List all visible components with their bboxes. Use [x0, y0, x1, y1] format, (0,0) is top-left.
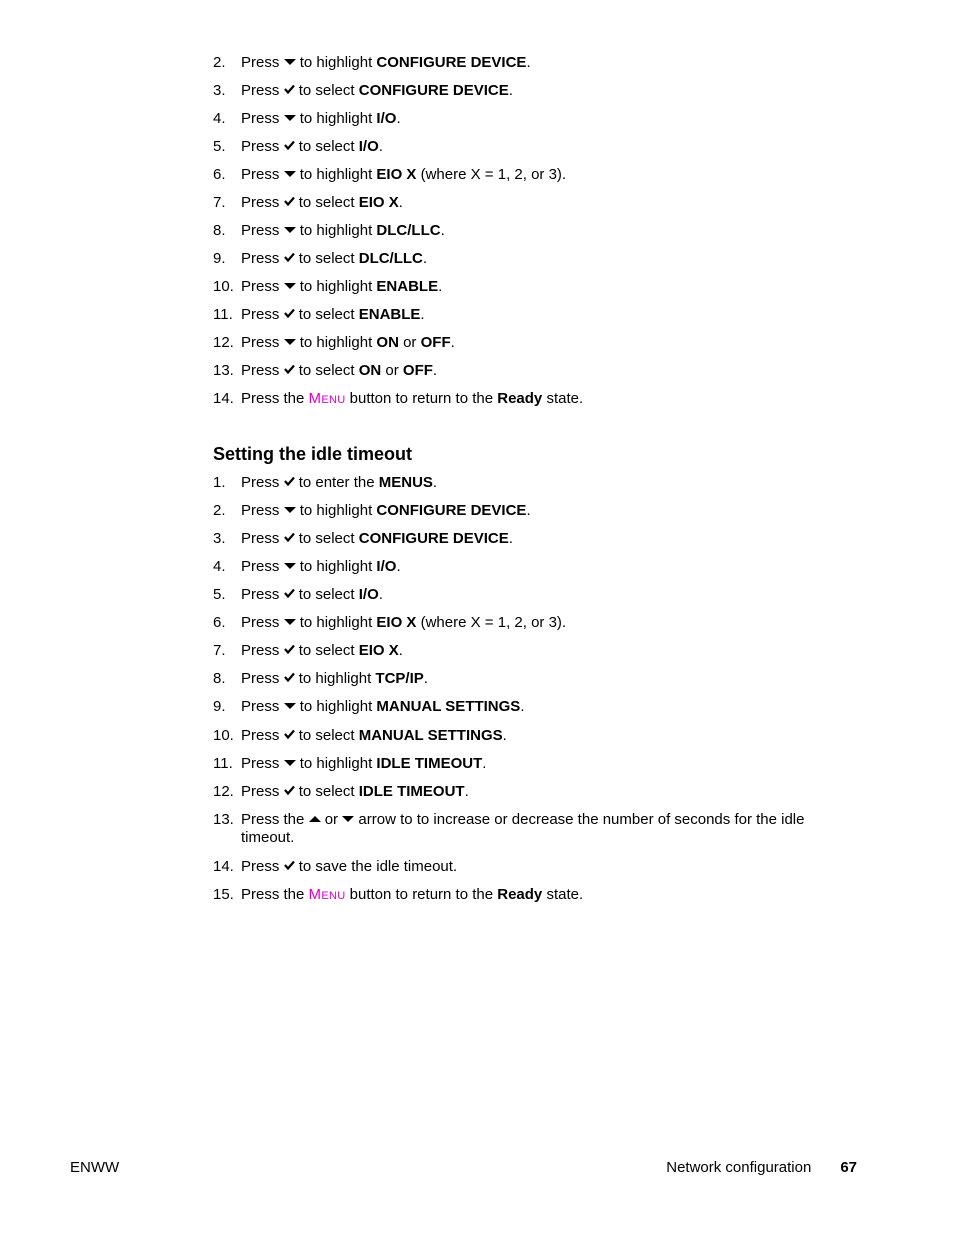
list-item [213, 474, 833, 502]
step-verb: Press [241, 558, 280, 575]
menu-term: MANUAL SETTINGS [376, 698, 521, 715]
down-arrow-icon [284, 697, 296, 715]
step-action: to select [298, 362, 355, 379]
footer-right [666, 1159, 857, 1177]
step-number: 14. [213, 390, 234, 407]
list-item [213, 334, 833, 362]
step-text [241, 502, 833, 520]
down-arrow-icon [342, 810, 354, 828]
step-tail: arrow to to increase or decrease the number of seconds for the idle timeout. [241, 811, 805, 847]
step-action: to select [298, 82, 355, 99]
down-arrow-icon [284, 333, 296, 351]
step-verb: Press [241, 858, 280, 875]
menu-button-label: Menu [308, 390, 346, 407]
menu-term: IDLE TIMEOUT [376, 755, 483, 772]
step-number: 3. [213, 530, 226, 547]
step-action: to highlight [299, 278, 373, 295]
step-verb: Press the [241, 886, 305, 903]
step-text [241, 194, 833, 212]
step-number: 4. [213, 110, 226, 127]
punctuation: . [450, 334, 455, 351]
menu-term: MANUAL SETTINGS [358, 727, 503, 744]
menu-term: EIO X [358, 194, 399, 211]
step-text [241, 530, 833, 548]
step-text [241, 642, 833, 660]
down-arrow-icon [284, 53, 296, 71]
down-arrow-icon [284, 557, 296, 575]
step-verb: Press the [241, 390, 305, 407]
punctuation: . [508, 530, 513, 547]
down-arrow-icon [284, 109, 296, 127]
step-text [241, 334, 833, 352]
step-verb: Press [241, 362, 280, 379]
list-item [213, 82, 833, 110]
step-number: 7. [213, 642, 226, 659]
step-verb: Press [241, 334, 280, 351]
conjunction: or [324, 811, 339, 828]
menu-term: TCP/IP [375, 670, 424, 687]
step-number: 9. [213, 250, 226, 267]
step-action: to highlight [299, 166, 373, 183]
conjunction: or [403, 334, 417, 351]
list-item [213, 811, 833, 858]
punctuation: . [502, 727, 507, 744]
punctuation: . [396, 110, 401, 127]
step-text [241, 166, 833, 184]
step-verb: Press [241, 755, 280, 772]
menu-term: CONFIGURE DEVICE [376, 54, 527, 71]
step-number: 12. [213, 334, 234, 351]
step-verb: Press [241, 306, 280, 323]
list-item [213, 278, 833, 306]
list-item [213, 558, 833, 586]
step-number: 12. [213, 783, 234, 800]
step-verb: Press [241, 670, 280, 687]
step-number: 1. [213, 474, 226, 491]
step-action: to highlight [299, 110, 373, 127]
step-text [241, 727, 833, 745]
step-text [241, 362, 833, 380]
step-number: 5. [213, 586, 226, 603]
step-action: to highlight [299, 614, 373, 631]
list-item [213, 727, 833, 755]
punctuation: . [482, 755, 487, 772]
step-verb: Press [241, 586, 280, 603]
down-arrow-icon [284, 501, 296, 519]
down-arrow-icon [284, 613, 296, 631]
checkmark-icon [284, 641, 295, 659]
state-term: Ready [497, 390, 543, 407]
step-text [241, 222, 833, 240]
menu-term: I/O [376, 558, 397, 575]
punctuation: . [508, 82, 513, 99]
menu-term: DLC/LLC [358, 250, 423, 267]
step-verb: Press [241, 54, 280, 71]
step-action: to select [298, 138, 355, 155]
list-item [213, 222, 833, 250]
step-verb: Press [241, 642, 280, 659]
menu-term: CONFIGURE DEVICE [376, 502, 527, 519]
punctuation: . [432, 362, 438, 379]
step-number: 11. [213, 755, 233, 772]
step-verb: Press [241, 502, 280, 519]
checkmark-icon [284, 669, 295, 687]
step-action: to highlight [299, 222, 373, 239]
step-number: 8. [213, 222, 226, 239]
step-number: 15. [213, 886, 234, 903]
step-action: to select [298, 250, 355, 267]
step-number: 10. [213, 727, 234, 744]
punctuation: . [423, 670, 428, 687]
state-term: Ready [497, 886, 543, 903]
punctuation: . [398, 642, 403, 659]
step-number: 11. [213, 306, 233, 323]
step-text [241, 474, 833, 492]
list-item [213, 614, 833, 642]
step-list-idle-timeout [213, 474, 833, 914]
step-text [241, 886, 833, 904]
step-number: 2. [213, 502, 226, 519]
punctuation: . [398, 194, 403, 211]
step-number: 9. [213, 698, 226, 715]
down-arrow-icon [284, 165, 296, 183]
step-action: to highlight [299, 502, 373, 519]
list-item [213, 886, 833, 914]
up-arrow-icon [309, 810, 321, 828]
list-item [213, 362, 833, 390]
list-item [213, 54, 833, 82]
punctuation: . [396, 558, 401, 575]
step-note: (where X = 1, 2, or 3). [420, 614, 567, 631]
step-action: to highlight [299, 755, 373, 772]
step-note: (where X = 1, 2, or 3). [420, 166, 567, 183]
step-verb: Press [241, 166, 280, 183]
menu-term: I/O [358, 138, 379, 155]
step-text [241, 306, 833, 324]
punctuation: . [520, 698, 525, 715]
step-verb: Press [241, 530, 280, 547]
punctuation: . [526, 54, 531, 71]
step-tail: to save the idle timeout. [298, 858, 458, 875]
checkmark-icon [284, 782, 295, 800]
step-text [241, 82, 833, 100]
step-tail: state. [546, 886, 584, 903]
step-text [241, 755, 833, 773]
step-verb: Press [241, 614, 280, 631]
step-text [241, 783, 833, 801]
step-text [241, 110, 833, 128]
menu-term: ON [376, 334, 399, 351]
step-number: 13. [213, 362, 234, 379]
list-item [213, 194, 833, 222]
step-number: 6. [213, 614, 226, 631]
step-text [241, 811, 833, 847]
step-number: 14. [213, 858, 234, 875]
menu-term: OFF [402, 362, 433, 379]
checkmark-icon [284, 585, 295, 603]
step-number: 10. [213, 278, 234, 295]
step-action: button to return to the [349, 886, 494, 903]
punctuation: . [526, 502, 531, 519]
punctuation: . [378, 586, 383, 603]
step-verb: Press [241, 278, 280, 295]
list-item [213, 166, 833, 194]
list-item [213, 698, 833, 727]
checkmark-icon [284, 361, 295, 379]
menu-term: EIO X [376, 614, 417, 631]
step-text [241, 586, 833, 604]
list-item [213, 110, 833, 138]
step-tail: state. [546, 390, 584, 407]
checkmark-icon [284, 473, 295, 491]
step-verb: Press [241, 250, 280, 267]
menu-term: IDLE TIMEOUT [358, 783, 465, 800]
checkmark-icon [284, 726, 295, 744]
punctuation: . [464, 783, 469, 800]
checkmark-icon [284, 529, 295, 547]
step-action: to highlight [299, 558, 373, 575]
footer-doc-id: ENWW [70, 1159, 120, 1176]
list-item [213, 755, 833, 783]
punctuation: . [440, 222, 445, 239]
step-text [241, 698, 833, 716]
list-item [213, 858, 833, 886]
step-text [241, 858, 833, 876]
step-verb: Press [241, 698, 280, 715]
list-item [213, 670, 833, 698]
step-action: to highlight [299, 54, 373, 71]
step-action: to select [298, 727, 355, 744]
step-number: 6. [213, 166, 226, 183]
checkmark-icon [284, 193, 295, 211]
list-item [213, 250, 833, 278]
checkmark-icon [284, 137, 295, 155]
menu-term: ENABLE [376, 278, 439, 295]
step-text [241, 54, 833, 72]
step-action: button to return to the [349, 390, 494, 407]
down-arrow-icon [284, 277, 296, 295]
menu-term: CONFIGURE DEVICE [358, 82, 509, 99]
conjunction: or [385, 362, 399, 379]
menu-term: CONFIGURE DEVICE [358, 530, 509, 547]
step-text [241, 278, 833, 296]
page-number: 67 [840, 1159, 857, 1176]
step-action: to highlight [299, 698, 373, 715]
footer-section-title: Network configuration [666, 1159, 812, 1176]
list-item [213, 502, 833, 530]
list-item [213, 530, 833, 558]
step-action: to select [298, 306, 355, 323]
checkmark-icon [284, 81, 295, 99]
list-item [213, 642, 833, 670]
punctuation: . [432, 474, 438, 491]
punctuation: . [420, 306, 425, 323]
punctuation: . [378, 138, 383, 155]
step-verb: Press [241, 474, 280, 491]
step-number: 7. [213, 194, 226, 211]
menu-term: OFF [420, 334, 451, 351]
step-text [241, 558, 833, 576]
list-item [213, 390, 833, 418]
step-verb: Press [241, 194, 280, 211]
step-text [241, 138, 833, 156]
step-verb: Press [241, 110, 280, 127]
step-verb: Press [241, 82, 280, 99]
down-arrow-icon [284, 754, 296, 772]
step-number: 8. [213, 670, 226, 687]
step-verb: Press [241, 222, 280, 239]
menu-button-label: Menu [308, 886, 346, 903]
step-verb: Press the [241, 811, 305, 828]
menu-term: EIO X [376, 166, 417, 183]
step-action: to select [298, 530, 355, 547]
menu-term: EIO X [358, 642, 399, 659]
step-action: to highlight [298, 670, 372, 687]
step-action: to select [298, 642, 355, 659]
step-text [241, 250, 833, 268]
menu-term: DLC/LLC [376, 222, 441, 239]
step-action: to select [298, 586, 355, 603]
punctuation: . [422, 250, 428, 267]
step-number: 4. [213, 558, 226, 575]
checkmark-icon [284, 857, 295, 875]
list-item [213, 138, 833, 166]
step-number: 2. [213, 54, 226, 71]
section-heading: Setting the idle timeout [213, 444, 413, 464]
step-text [241, 670, 833, 688]
menu-term: ON [358, 362, 382, 379]
menu-term: I/O [358, 586, 379, 603]
checkmark-icon [284, 249, 295, 267]
step-list-configure-dlc [213, 54, 833, 418]
list-item [213, 783, 833, 811]
step-action: to select [298, 194, 355, 211]
step-number: 5. [213, 138, 226, 155]
step-text [241, 390, 833, 408]
step-number: 3. [213, 82, 226, 99]
menu-term: ENABLE [358, 306, 421, 323]
step-action: to highlight [299, 334, 373, 351]
checkmark-icon [284, 305, 295, 323]
list-item [213, 586, 833, 614]
step-number: 13. [213, 811, 234, 828]
step-verb: Press [241, 138, 280, 155]
menu-term: I/O [376, 110, 397, 127]
list-item [213, 306, 833, 334]
step-verb: Press [241, 727, 280, 744]
step-text [241, 614, 833, 632]
step-action: to select [298, 783, 355, 800]
down-arrow-icon [284, 221, 296, 239]
punctuation: . [438, 278, 443, 295]
step-action: to enter the [298, 474, 375, 491]
menu-term: MENUS [378, 474, 433, 491]
step-verb: Press [241, 783, 280, 800]
